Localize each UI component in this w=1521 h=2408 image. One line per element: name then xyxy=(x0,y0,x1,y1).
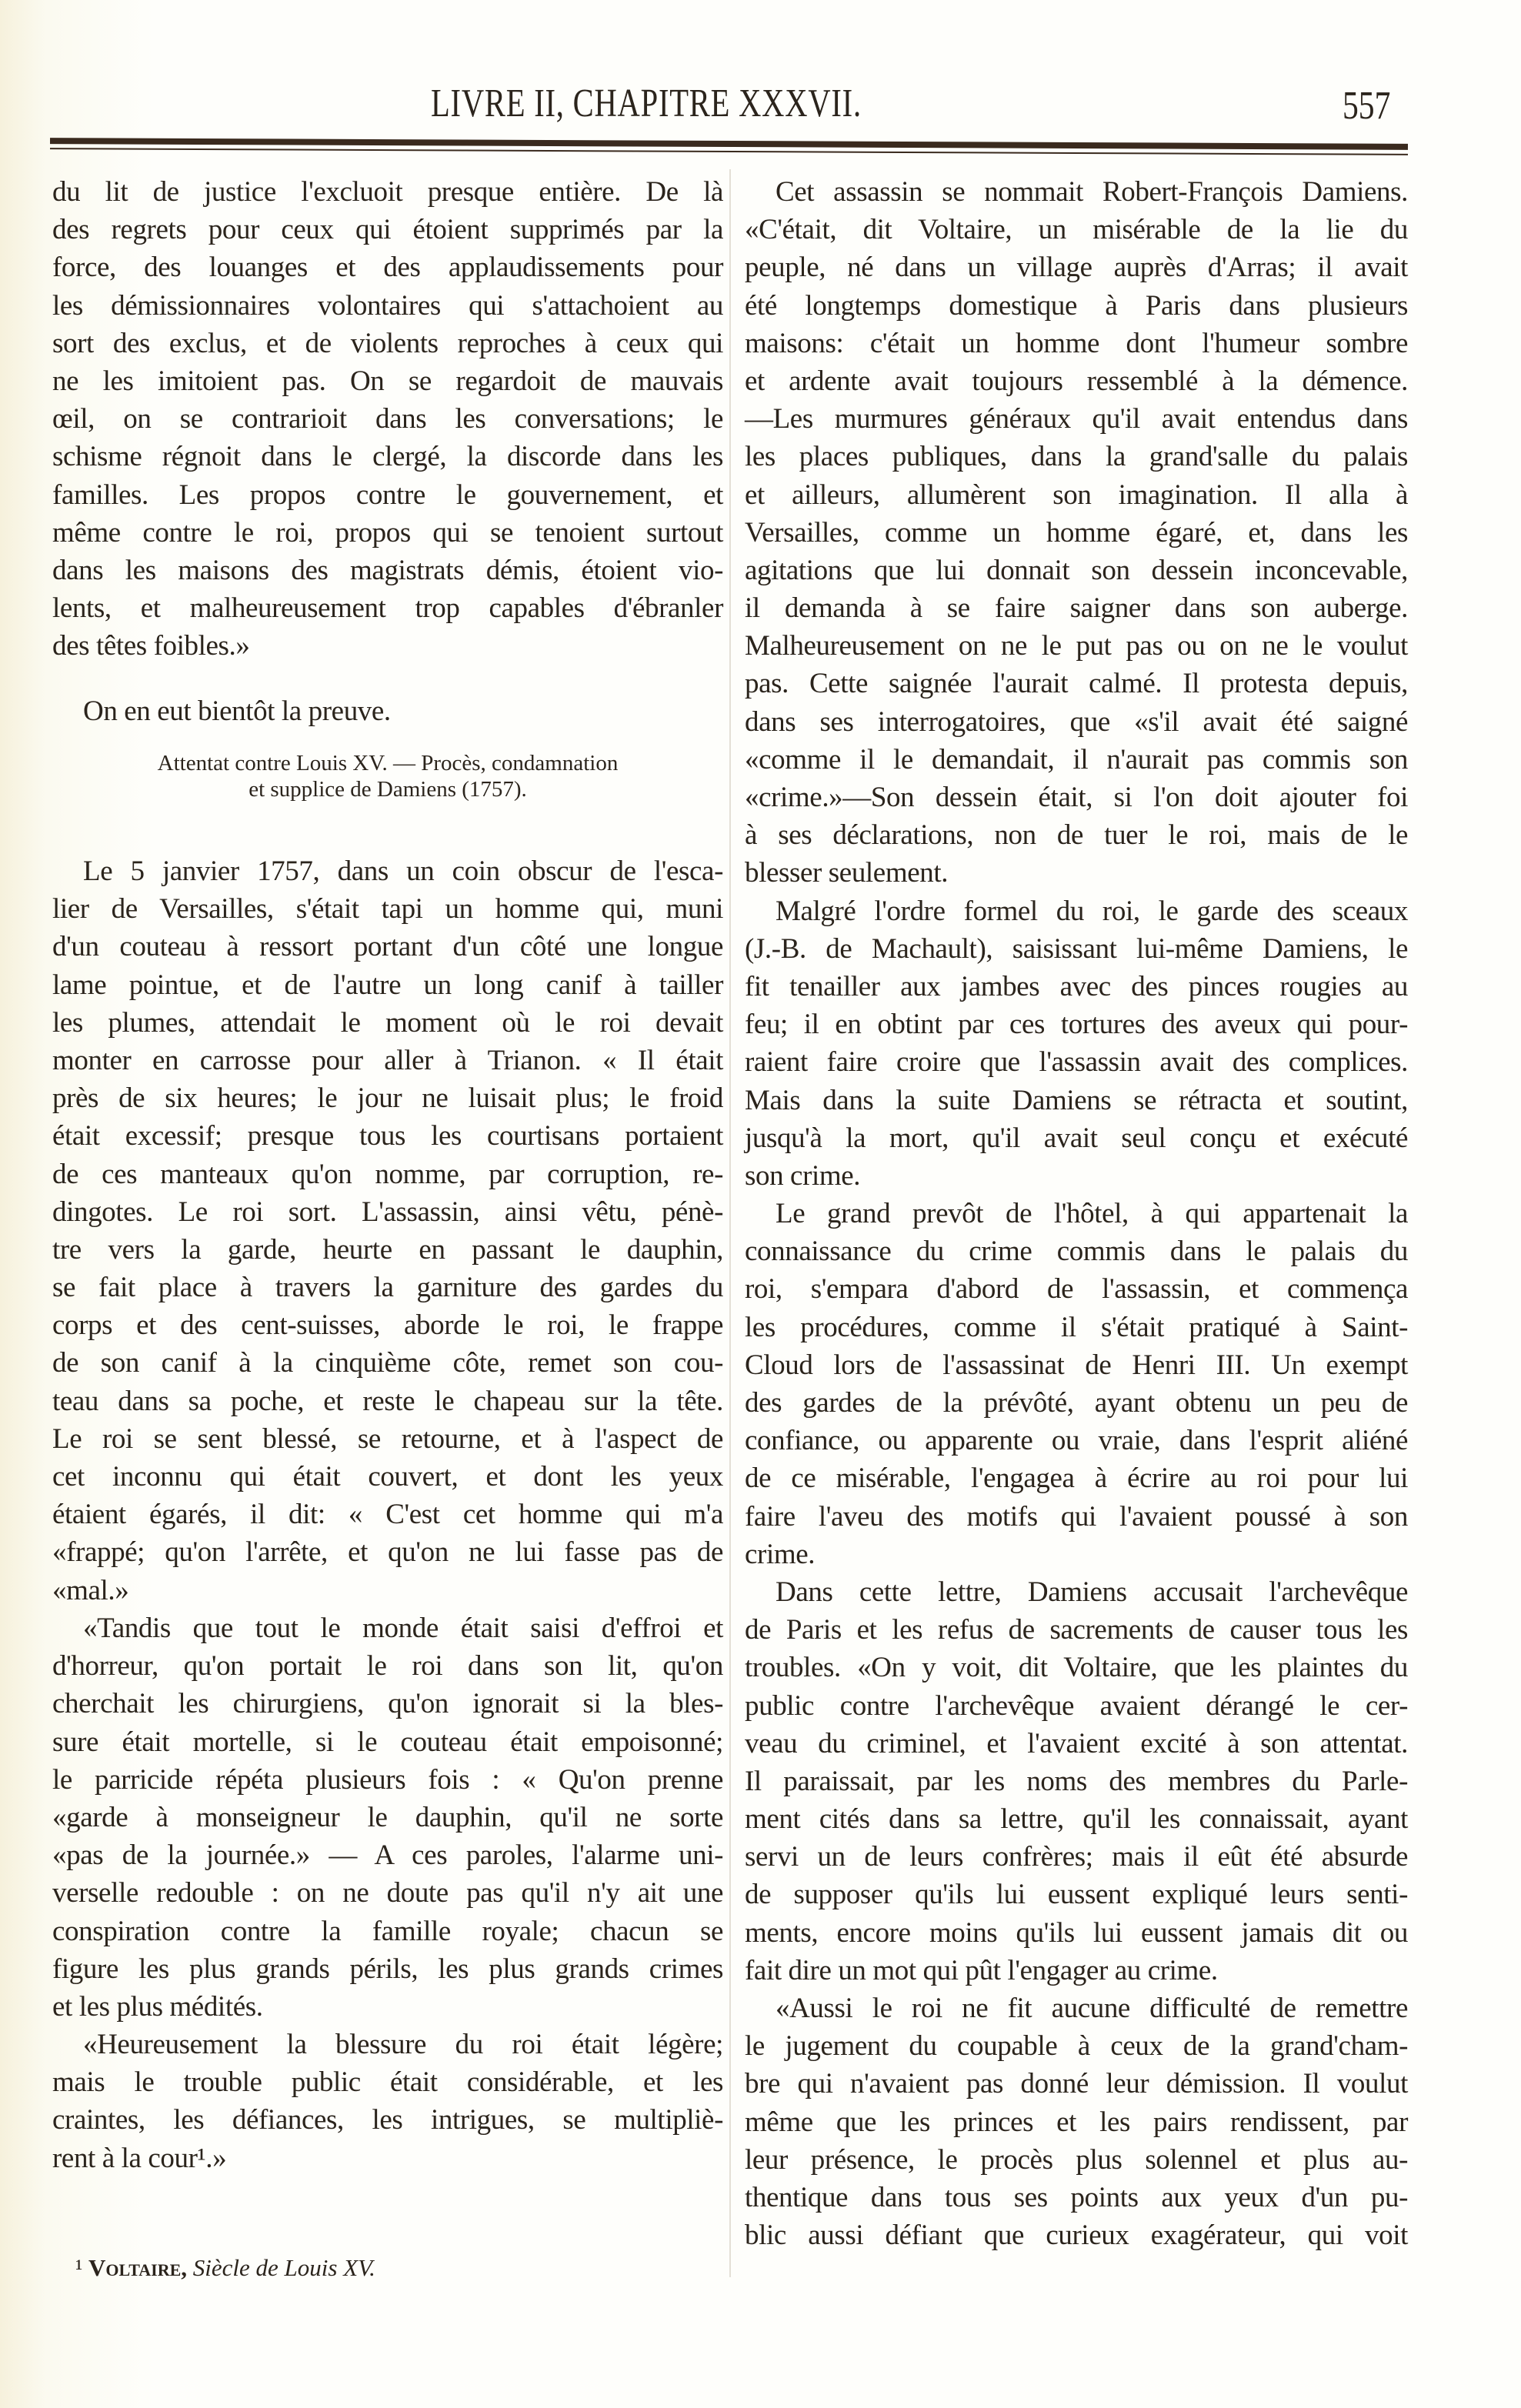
text-line: «Tandis que tout le monde était saisi d'effroi et xyxy=(83,1613,723,1644)
text-line: les procédures, comme il s'était pratiqué à Saint- xyxy=(745,1311,1408,1343)
text-line: monter en carrosse pour aller à Trianon. « Il était xyxy=(52,1044,723,1076)
text-line: Versailles, comme un homme égaré, et, dans les xyxy=(745,516,1408,549)
text-line: près de six heures; le jour ne luisait plus; le froid xyxy=(52,1082,723,1115)
text-line: les démissionnaires volontaires qui s'attachoient au xyxy=(52,289,723,322)
text-line: été longtemps domestique à Paris dans plusieurs xyxy=(745,289,1408,322)
text-line: connaissance du crime commis dans le palais du xyxy=(745,1236,1408,1268)
text-line: même que les princes et les pairs rendissent, par xyxy=(745,2106,1408,2138)
text-line: confiance, ou apparente ou vraie, dans l'esprit aliéné xyxy=(745,1425,1408,1457)
text-line: thentique dans tous ses points aux yeux d'un pu- xyxy=(745,2181,1408,2213)
text-line: de son canif à la cinquième côte, remet son cou- xyxy=(52,1347,723,1379)
text-line: (J.-B. de Machault), saisissant lui-même Damiens, le xyxy=(745,932,1408,965)
running-header: LIVRE II, CHAPITRE XXXVII. xyxy=(431,82,862,125)
text-line: Il paraissait, par les noms des membres du Parle- xyxy=(745,1765,1408,1797)
text-line: roi, s'empara d'abord de l'assassin, et commença xyxy=(745,1273,1408,1306)
text-line: et ardente avait toujours ressemblé à la démence. xyxy=(745,365,1408,397)
text-line: à ses déclarations, non de tuer le roi, mais de le xyxy=(745,819,1408,852)
text-line: servi un de leurs confrères; mais il eût été absurde xyxy=(745,1841,1408,1873)
text-line: du lit de justice l'excluoit presque entière. De là xyxy=(52,176,723,208)
text-line: On en eut bientôt la preuve. xyxy=(83,695,391,727)
text-line: tre vers la garde, heurte en passant le dauphin, xyxy=(52,1233,723,1266)
text-line: sure était mortelle, si le couteau était empoisonné; xyxy=(52,1726,723,1758)
paragraph xyxy=(745,1989,1408,2254)
text-line: cherchait les chirurgiens, qu'on ignorait si la bles- xyxy=(52,1688,723,1720)
text-line: lents, et malheureusement trop capables d'ébranler xyxy=(52,592,723,625)
text-line: et ailleurs, allumèrent son imagination. Il alla à xyxy=(745,479,1408,511)
text-line: crime. xyxy=(745,1538,816,1570)
text-line: figure les plus grands périls, les plus grands crimes xyxy=(52,1953,723,1985)
text-line: feu; il en obtint par ces tortures des aveux qui pour- xyxy=(745,1009,1408,1041)
text-line: «comme il le demandait, il n'aurait pas commis son xyxy=(745,743,1408,775)
text-line: agitations que lui donnait son dessein inconcevable, xyxy=(745,554,1408,586)
text-line: ments, encore moins qu'ils lui eussent jamais dit ou xyxy=(745,1916,1408,1949)
text-line: les plumes, attendait le moment où le roi devait xyxy=(52,1006,723,1039)
text-line: rent à la cour¹.» xyxy=(52,2142,227,2174)
paragraph xyxy=(745,1573,1408,1989)
text-line: les places publiques, dans la grand'salle du palais xyxy=(745,441,1408,473)
text-line: Le grand prevôt de l'hôtel, à qui appartenait la xyxy=(776,1198,1408,1230)
text-line: troubles. «On y voit, dit Voltaire, que les plaintes du xyxy=(745,1652,1408,1684)
text-line: Malgré l'ordre formel du roi, le garde des sceaux xyxy=(776,895,1408,927)
text-line: et les plus médités. xyxy=(52,1990,263,2023)
text-line: «mal.» xyxy=(52,1574,129,1606)
text-line: était excessif; presque tous les courtisans portaient xyxy=(52,1120,723,1152)
text-line: force, des louanges et des applaudissements pour xyxy=(52,252,723,284)
text-line: jusqu'à la mort, qu'il avait seul conçu et exécuté xyxy=(745,1122,1408,1154)
text-line: maisons: c'était un homme dont l'humeur sombre xyxy=(745,327,1408,359)
text-line: «C'était, dit Voltaire, un misérable de la lie du xyxy=(745,214,1408,246)
text-line: dans les maisons des magistrats démis, étoient vio- xyxy=(52,554,723,586)
text-line: familles. Les propos contre le gouvernement, et xyxy=(52,479,723,511)
text-line: «Aussi le roi ne fit aucune difficulté de remettre xyxy=(776,1993,1408,2024)
text-line: des gardes de la prévôté, ayant obtenu un peu de xyxy=(745,1387,1408,1419)
text-line: public contre l'archevêque avaient dérangé le cer- xyxy=(745,1689,1408,1722)
paragraph xyxy=(745,1195,1408,1573)
text-line: Cet assassin se nommait Robert-François Damiens. xyxy=(776,176,1408,208)
text-line: le jugement du coupable à ceux de la grand'cham- xyxy=(745,2030,1408,2063)
text-line: «frappé; qu'on l'arrête, et qu'on ne lui fasse pas de xyxy=(52,1536,723,1569)
text-line: œil, on se contrarioit dans les conversations; le xyxy=(52,403,723,435)
column-divider xyxy=(729,169,731,2277)
text-line: des têtes foibles.» xyxy=(52,630,250,662)
text-line: mais le trouble public était considérable, et les xyxy=(52,2066,723,2099)
text-line: cet inconnu qui était couvert, et dont les yeux xyxy=(52,1461,723,1492)
paragraph xyxy=(52,1609,723,2026)
text-line: blesser seulement. xyxy=(745,857,949,889)
paragraph xyxy=(745,173,1408,892)
text-line: même contre le roi, propos qui se tenoient surtout xyxy=(52,516,723,549)
text-line: dingotes. Le roi sort. L'assassin, ainsi vêtu, pénè- xyxy=(52,1196,723,1228)
right-column xyxy=(745,173,1408,2254)
text-line: Malheureusement on ne le put pas ou on ne le voulut xyxy=(745,630,1408,662)
text-line: blic aussi défiant que curieux exagérateur, qui voit xyxy=(745,2220,1408,2252)
section-subheading xyxy=(52,750,723,802)
text-line: schisme régnoit dans le clergé, la discorde dans les xyxy=(52,441,723,473)
text-line: ment cités dans sa lettre, qu'il les connaissait, ayant xyxy=(745,1803,1408,1836)
footnote-author: Voltaire, xyxy=(88,2254,188,2281)
text-line: verselle redouble : on ne doute pas qu'il n'y ait une xyxy=(52,1877,723,1909)
text-line: teau dans sa poche, et reste le chapeau sur la tête. xyxy=(52,1385,723,1417)
text-line: «Heureusement la blessure du roi était légère; xyxy=(83,2029,723,2060)
text-line: Dans cette lettre, Damiens accusait l'archevêque xyxy=(776,1576,1408,1608)
text-line: fit tenailler aux jambes avec des pinces rougies au xyxy=(745,970,1408,1002)
footnote xyxy=(52,2254,746,2282)
text-line: Le 5 janvier 1757, dans un coin obscur de l'esca- xyxy=(83,855,723,887)
paragraph xyxy=(745,892,1408,1196)
text-line: se fait place à travers la garniture des gardes du xyxy=(52,1272,723,1304)
text-line: ne les imitoient pas. On se regardoit de mauvais xyxy=(52,365,723,397)
page-number: 557 xyxy=(1343,84,1391,128)
text-line: de Paris et les refus de sacrements de causer tous les xyxy=(745,1614,1408,1646)
text-line: Le roi se sent blessé, se retourne, et à l'aspect de xyxy=(52,1422,723,1455)
text-line: veau du criminel, et l'avaient excité à son attentat. xyxy=(745,1727,1408,1759)
text-line: dans ses interrogatoires, que «s'il avait été saigné xyxy=(745,705,1408,738)
text-line: étaient égarés, il dit: « C'est cet homme qui m'a xyxy=(52,1499,723,1531)
subheading-line: et supplice de Damiens (1757). xyxy=(248,777,527,802)
text-line: «pas de la journée.» — A ces paroles, l'alarme uni- xyxy=(52,1839,723,1872)
text-line: peuple, né dans un village auprès d'Arras; il avait xyxy=(745,252,1408,284)
footnote-title: Siècle de Louis XV. xyxy=(192,2254,375,2281)
text-line: lier de Versailles, s'était tapi un homme qui, muni xyxy=(52,893,723,926)
text-line: des regrets pour ceux qui étoient supprimés par la xyxy=(52,214,723,246)
text-line: de ce misérable, l'engagea à écrire au roi pour lui xyxy=(745,1462,1408,1495)
text-line: Cloud lors de l'assassinat de Henri III. Un exempt xyxy=(745,1349,1408,1381)
text-line: raient faire croire que l'assassin avait des complices. xyxy=(745,1046,1408,1079)
text-line: le parricide répéta plusieurs fois : « Qu'on prenne xyxy=(52,1763,723,1796)
text-line: craintes, les défiances, les intrigues, se multipliè- xyxy=(52,2104,723,2136)
text-line: leur présence, le procès plus solennel et plus au- xyxy=(745,2143,1408,2176)
text-line: —Les murmures généraux qu'il avait entendus dans xyxy=(745,403,1408,435)
subheading-line: Attentat contre Louis XV. — Procès, condamnation xyxy=(157,751,619,775)
paragraph xyxy=(52,173,723,665)
text-line: corps et des cent-suisses, aborde le roi, le frappe xyxy=(52,1309,723,1342)
text-line: d'horreur, qu'on portait le roi dans son lit, qu'on xyxy=(52,1650,723,1683)
text-line: sort des exclus, et de violents reproches à ceux qui xyxy=(52,327,723,359)
paragraph xyxy=(52,2026,723,2177)
text-line: fait dire un mot qui pût l'engager au crime. xyxy=(745,1954,1218,1986)
paragraph xyxy=(52,692,723,730)
text-line: bre qui n'avaient pas donné leur démission. Il voulut xyxy=(745,2068,1408,2100)
text-line: pas. Cette saignée l'aurait calmé. Il protesta depuis, xyxy=(745,668,1408,700)
text-line: «crime.»—Son dessein était, si l'on doit ajouter foi xyxy=(745,782,1408,813)
footnote-mark: ¹ xyxy=(75,2254,83,2281)
text-line: de supposer qu'ils lui eussent expliqué leurs senti- xyxy=(745,1879,1408,1911)
text-line: Mais dans la suite Damiens se rétracta et soutint, xyxy=(745,1084,1408,1116)
text-line: «garde à monseigneur le dauphin, qu'il ne sorte xyxy=(52,1801,723,1833)
text-line: faire l'aveu des motifs qui l'avaient poussé à son xyxy=(745,1500,1408,1533)
paragraph xyxy=(52,852,723,1609)
text-line: d'un couteau à ressort portant d'un côté une longue xyxy=(52,931,723,963)
text-line: conspiration contre la famille royale; chacun se xyxy=(52,1915,723,1947)
text-line: de ces manteaux qu'on nomme, par corruption, re- xyxy=(52,1158,723,1190)
text-line: lame pointue, et de l'autre un long canif à tailler xyxy=(52,969,723,1001)
text-line: son crime. xyxy=(745,1159,861,1192)
text-line: il demanda à se faire saigner dans son auberge. xyxy=(745,592,1408,625)
